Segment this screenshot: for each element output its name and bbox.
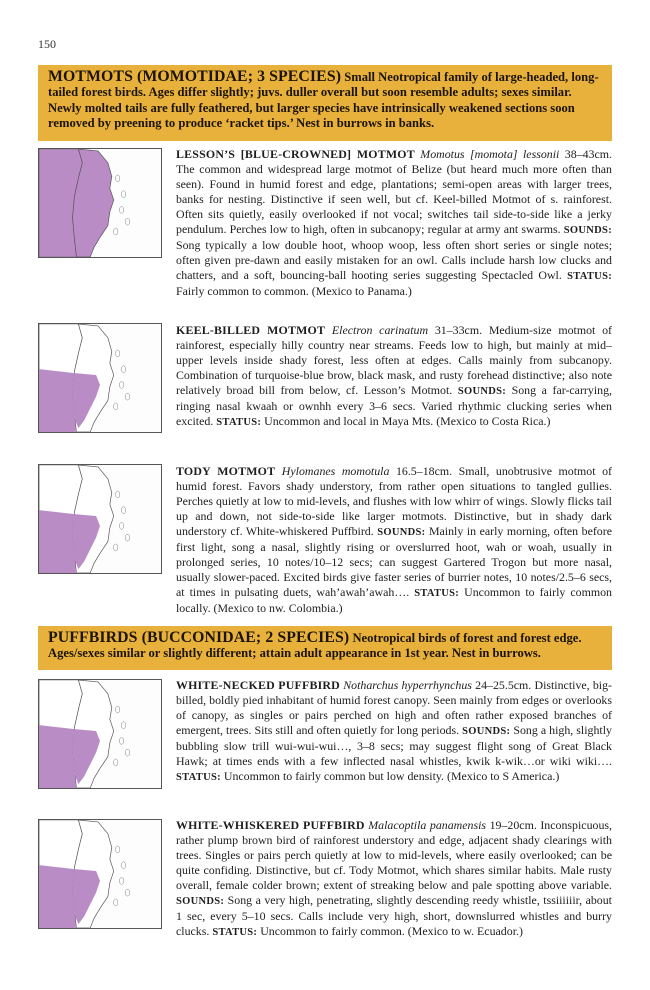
sounds-label: SOUNDS:: [377, 527, 426, 539]
status-label: STATUS:: [176, 772, 221, 784]
scientific-name: Malacoptila panamensis: [368, 818, 487, 832]
species-description: Small, unobtrusive motmot of humid forest. Favors shady understory, from rather open situations to tangled gullies. Perches quietly at low to mid-levels, and flushes with low whirr of wings. Slowly flicks tail up and down, not side-to-side like larger motmots. Distinctive, but in shady dark understory cf. White-whiskered Puffbird.: [176, 464, 612, 539]
species-name: WHITE-WHISKERED PUFFBIRD: [176, 818, 365, 832]
status-text: Fairly common to common. (Mexico to Panama.): [176, 284, 412, 299]
status-label: STATUS:: [414, 588, 460, 600]
family-description: Small Neotropical family of large-headed, long-tailed forest birds. Ages differ slightly; juvs. duller overall but soon resemble adults; sexes similar. Newly molted tails are fully feathered, but larger species have intrinsically weakened sections soon removed by preening to produce ‘racket tips.’ Nest in burrows in banks.: [48, 70, 599, 131]
page-number: 150: [38, 37, 56, 51]
species-account: [38, 323, 612, 430]
species-account: [38, 147, 612, 299]
family-title: PUFFBIRDS (BUCCONIDAE; 2 SPECIES): [48, 629, 350, 646]
sounds-label: SOUNDS:: [462, 726, 511, 738]
status-text: Uncommon and local in Maya Mts. (Mexico to Costa Rica.): [261, 414, 551, 429]
status-text: Uncommon to fairly common but low density. (Mexico to S America.): [220, 769, 560, 784]
species-text: [38, 147, 612, 299]
species-description: Distinctive, big-billed, boldly pied inhabitant of humid forest canopy. Seen mainly from edges or overlooks of canopy, as singles or pairs perched on high and often rather exposed branches of emergent, trees. Sits still and often quietly for long periods.: [176, 678, 612, 738]
scientific-name: Momotus [momota] lessonii: [420, 147, 560, 161]
species-size: 24–25.5cm.: [471, 678, 532, 692]
status-label: STATUS:: [216, 417, 262, 429]
species-account: [38, 818, 612, 940]
species-size: 19–20cm.: [486, 818, 537, 832]
scientific-name: Hylomanes momotula: [281, 464, 390, 478]
sounds-label: SOUNDS:: [176, 896, 225, 908]
sounds-text: Song typically a low double hoot, whoop woop, less often short series or single notes; often given pre-dawn and easily mistaken for an owl. Calls include harsh low clucks and chatters, and a soft, bouncing-ball hooting series suggesting Spectacled Owl.: [176, 238, 612, 283]
scientific-name: Electron carinatum: [331, 323, 429, 337]
sounds-label: SOUNDS:: [563, 225, 612, 237]
sounds-text: Mainly in early morning, often before first light, song a nasal, slightly rising or overslurred hoot, wah or woah, usually in prolonged series, 10 notes/10–12 secs; can suggest Gartered Trogon but more nasal, usually slower-paced. Excited birds give faster series of burrier notes, 10 notes/2.5–6 secs, at times in pulsating duets, wah’awah’awah….: [176, 524, 612, 600]
species-size: 31–33cm.: [428, 323, 483, 337]
species-name: LESSON’S [BLUE-CROWNED] MOTMOT: [176, 147, 415, 161]
species-size: 16.5–18cm.: [389, 464, 453, 478]
family-title: MOTMOTS (MOMOTIDAE; 3 SPECIES): [48, 68, 342, 85]
family-header-motmots: [38, 65, 612, 141]
status-label: STATUS:: [567, 271, 612, 283]
species-account: [38, 464, 612, 616]
sounds-text: Song a far-carrying, ringing nasal kwaah or ownhh every 3–6 secs. Varied rhythmic clucking series when excited.: [176, 383, 612, 429]
species-description: Medium-size motmot of rainforest, especially hilly country near streams. Feeds low to high, but mainly at mid–upper levels inside shady forest, less often at edges. Calls mainly from subcanopy. Combination of turquoise-blue brow, black mask, and rusty forehead distinctive; also note relatively broad bill from below, cf. Lesson’s Motmot.: [176, 323, 613, 398]
species-account: [38, 678, 612, 785]
family-description: Neotropical birds of forest and forest edge. Ages/sexes similar or slightly different; attain adult appearance in 1st year. Nest in burrows.: [48, 631, 582, 661]
species-size: 38–43cm.: [559, 147, 612, 161]
status-text: Uncommon to fairly common. (Mexico to w. Ecuador.): [257, 924, 523, 939]
family-header-puffbirds: [38, 626, 612, 670]
status-label: STATUS:: [212, 927, 258, 939]
species-description: The common and widespread large motmot of Belize (but heard much more often than seen). Found in humid forest and edge, plantations; semi-open areas with larger trees, banks for nesting. Distinctive if seen well, but cf. Keel-billed Motmot of s. rainforest. Often sits quietly, easily overlooked if not vocal; switches tail side-to-side like a jerky pendulum. Perches low to high, often in subcanopy; regular at army ant swarms.: [176, 162, 612, 237]
species-description: Inconspicuous, rather plump brown bird of rainforest understory and edge, adjacent shady clearings with trees. Singles or pairs perch quietly at low to mid-levels, where easily overlooked; can be quite confiding. Distinctive, but cf. Tody Motmot, which shares similar habits. Male rusty overall, female colder brown; extent of streaking below and pale spotting above variable.: [176, 818, 613, 893]
species-name: TODY MOTMOT: [176, 464, 276, 478]
species-name: KEEL-BILLED MOTMOT: [176, 323, 326, 337]
sounds-label: SOUNDS:: [457, 386, 507, 398]
status-text: Uncommon to fairly common locally. (Mexico to nw. Colombia.): [176, 585, 612, 616]
sounds-text: Song a high, slightly bubbling slow trill wui-wui-wui…, 3–8 secs; may suggest flight song of Great Black Hawk; at times ends with a few inflected nasal whistles, kwik k-wik…or wiki wiki….: [176, 723, 612, 769]
species-name: WHITE-NECKED PUFFBIRD: [176, 678, 340, 692]
sounds-text: Song a very high, penetrating, slightly descending reedy whistle, tssiiiiiir, about 1 sec, every 5–10 secs. Calls include very high, short, downslurred whistles and burry clucks.: [176, 893, 612, 939]
scientific-name: Notharchus hyperrhynchus: [343, 678, 472, 692]
